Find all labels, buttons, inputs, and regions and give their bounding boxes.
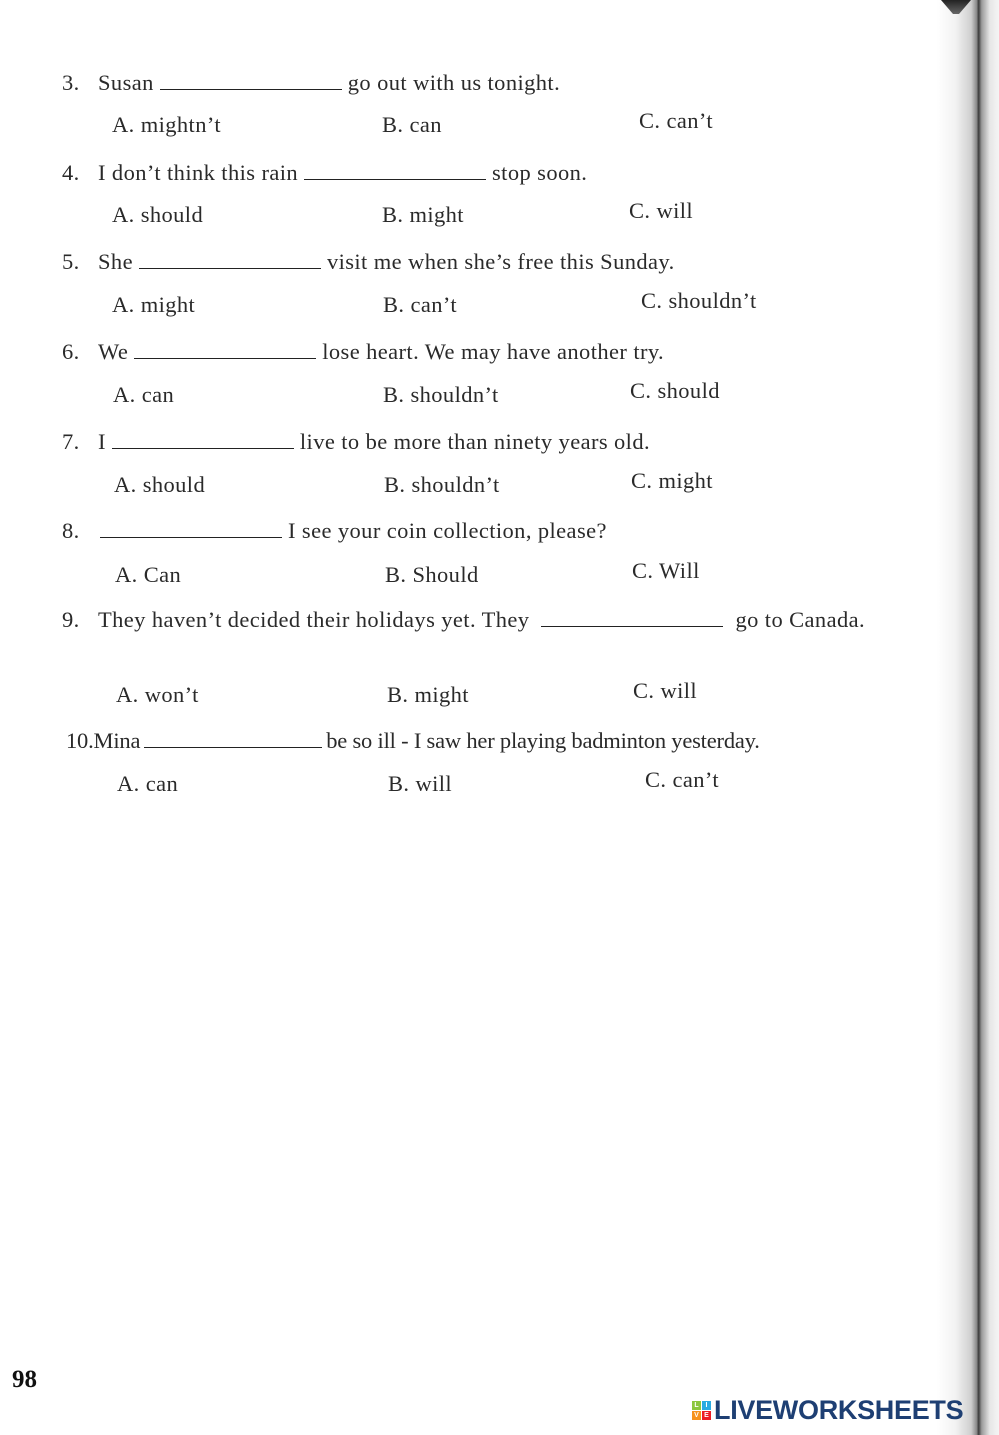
question-number: 9.: [62, 607, 80, 632]
logo-tile: I: [702, 1401, 711, 1410]
question-text-after: be so ill - I saw her playing badminton yesterday.: [326, 728, 760, 753]
question-10: [66, 728, 896, 754]
question-text-before: She: [98, 249, 133, 274]
logo-text: LIVEWORKSHEETS: [714, 1395, 964, 1425]
answer-blank[interactable]: [112, 430, 294, 449]
answer-blank[interactable]: [144, 729, 322, 748]
option-a[interactable]: A. can: [117, 771, 179, 796]
question-7: [62, 429, 892, 455]
option-c[interactable]: C. will: [633, 678, 698, 703]
question-text-after: stop soon.: [492, 160, 588, 185]
logo-tile: E: [702, 1411, 711, 1420]
page-number: 98: [12, 1366, 37, 1393]
option-b[interactable]: B. Should: [385, 562, 479, 587]
question-number: 8.: [62, 518, 80, 543]
logo-tile: V: [692, 1411, 701, 1420]
question-text-after: I see your coin collection, please?: [288, 518, 607, 543]
answer-blank[interactable]: [160, 71, 342, 90]
answer-blank[interactable]: [100, 519, 282, 538]
question-6: [62, 339, 892, 365]
question-text-before: I don’t think this rain: [98, 160, 299, 185]
question-text-before: I: [98, 429, 106, 454]
option-c[interactable]: C. might: [631, 468, 713, 493]
option-a[interactable]: A. mightn’t: [112, 112, 221, 137]
option-c[interactable]: C. shouldn’t: [641, 288, 757, 313]
option-a[interactable]: A. Can: [115, 562, 182, 587]
logo-tile: L: [692, 1401, 701, 1410]
answer-blank[interactable]: [541, 608, 723, 627]
question-text-after: lose heart. We may have another try.: [322, 339, 665, 364]
question-number: 5.: [62, 249, 80, 274]
question-number: 4.: [62, 160, 80, 185]
question-number: 7.: [62, 429, 80, 454]
option-c[interactable]: C. should: [630, 378, 720, 403]
liveworksheets-logo: [692, 1395, 963, 1426]
question-text-before: We: [98, 339, 129, 364]
option-b[interactable]: B. might: [382, 202, 464, 227]
option-c[interactable]: C. will: [629, 198, 694, 223]
option-b[interactable]: B. shouldn’t: [384, 472, 500, 497]
option-c[interactable]: C. can’t: [639, 108, 714, 133]
question-number: 10.: [66, 728, 94, 753]
question-text-after: go to Canada.: [735, 607, 866, 632]
question-text-after: live to be more than ninety years old.: [299, 429, 651, 454]
question-text-before: Susan: [98, 70, 154, 95]
question-5: [62, 249, 892, 275]
option-a[interactable]: A. can: [113, 382, 175, 407]
option-b[interactable]: B. can’t: [383, 292, 458, 317]
option-a[interactable]: A. won’t: [116, 682, 199, 707]
option-b[interactable]: B. can: [382, 112, 442, 137]
option-b[interactable]: B. shouldn’t: [383, 382, 499, 407]
option-c[interactable]: C. can’t: [645, 767, 720, 792]
question-3: [62, 70, 892, 96]
question-text-after: go out with us tonight.: [347, 70, 561, 95]
answer-blank[interactable]: [134, 340, 316, 359]
question-number: 6.: [62, 339, 80, 364]
question-text-before: Mina: [93, 728, 141, 753]
question-9: [62, 604, 892, 636]
option-c[interactable]: C. Will: [632, 558, 700, 583]
option-a[interactable]: A. should: [114, 472, 206, 497]
logo-icon: [692, 1401, 711, 1420]
answer-blank[interactable]: [304, 161, 486, 180]
question-number: 3.: [62, 70, 80, 95]
question-8: [62, 518, 892, 544]
answer-blank[interactable]: [139, 250, 321, 269]
option-b[interactable]: B. might: [387, 682, 469, 707]
question-4: [62, 160, 892, 186]
question-text-after: visit me when she’s free this Sunday.: [326, 249, 675, 274]
option-a[interactable]: A. should: [112, 202, 204, 227]
option-a[interactable]: A. might: [112, 292, 196, 317]
question-text-before: They haven’t decided their holidays yet. They: [98, 607, 530, 632]
book-binding-shadow: [937, 0, 999, 1435]
option-b[interactable]: B. will: [388, 771, 453, 796]
